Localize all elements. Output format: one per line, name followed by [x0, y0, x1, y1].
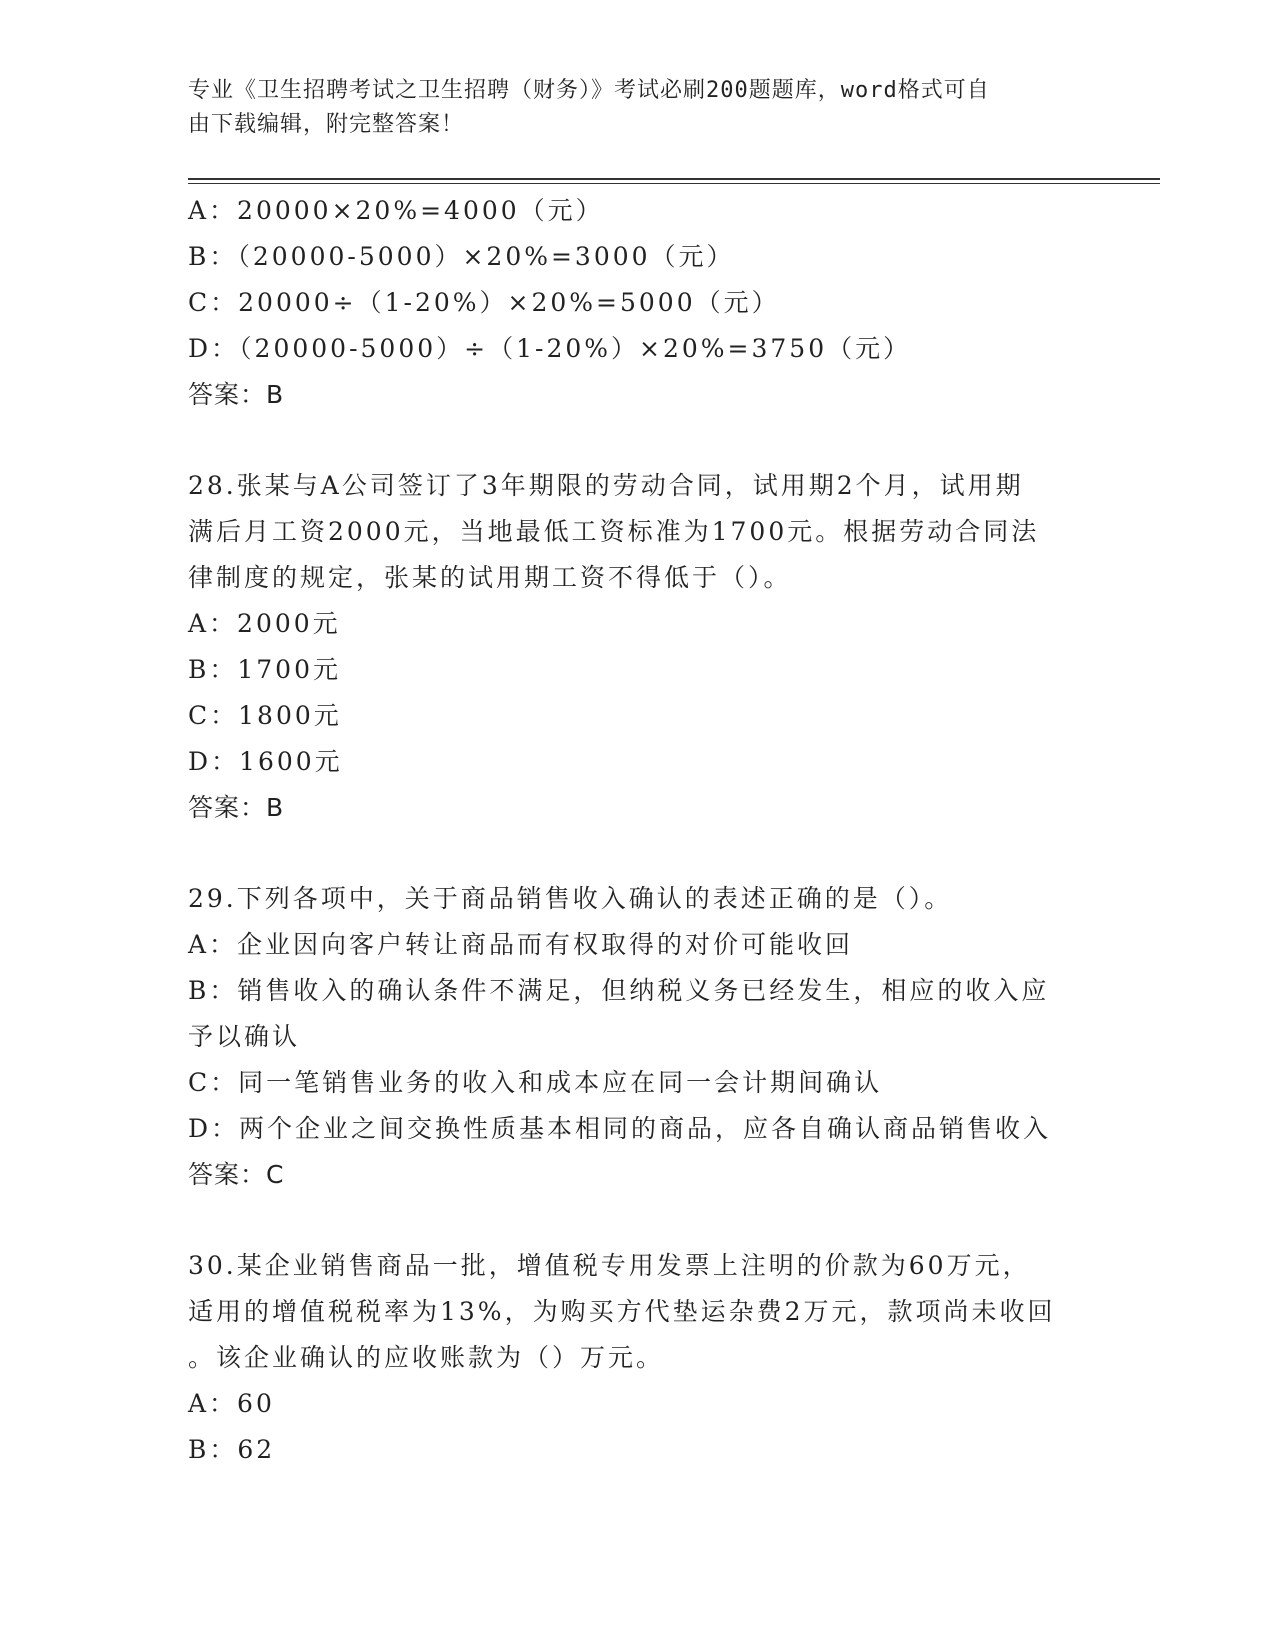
- question-text: 适用的增值税税率为13%，为购买方代垫运杂费2万元，款项尚未收回: [188, 1297, 1056, 1326]
- question-text: 律制度的规定，张某的试用期工资不得低于（）。: [188, 563, 792, 592]
- question-text: 满后月工资2000元，当地最低工资标准为1700元。根据劳动合同法: [188, 517, 1040, 546]
- question-28: [188, 463, 1088, 831]
- header-line: 专业《卫生招聘考试之卫生招聘（财务）》考试必刷200题题库，word格式可自: [188, 78, 990, 103]
- answer-line: 答案：C: [188, 1160, 285, 1189]
- question-30: [188, 1243, 1088, 1473]
- option-b-continued: 予以确认: [188, 1022, 301, 1051]
- question-text: 29.下列各项中，关于商品销售收入确认的表述正确的是（）。: [188, 884, 953, 913]
- header-divider: [188, 178, 1160, 180]
- option-a: A：20000×20%=4000（元）: [188, 196, 604, 225]
- header-line: 由下载编辑，附完整答案！: [188, 112, 465, 137]
- option-a: A：企业因向客户转让商品而有权取得的对价可能收回: [188, 930, 854, 959]
- header-divider-thin: [188, 183, 1160, 184]
- question-text: 。该企业确认的应收账款为（）万元。: [188, 1343, 665, 1372]
- option-c: C：1800元: [188, 701, 342, 730]
- option-a: A：2000元: [188, 609, 341, 638]
- question-27-tail: [188, 188, 1088, 418]
- option-d: D：1600元: [188, 747, 343, 776]
- question-29: [188, 876, 1088, 1198]
- question-text: 28.张某与A公司签订了3年期限的劳动合同，试用期2个月，试用期: [188, 471, 1024, 500]
- document-body: [188, 188, 1088, 1473]
- option-d: D：两个企业之间交换性质基本相同的商品，应各自确认商品销售收入: [188, 1114, 1052, 1143]
- option-b: B：销售收入的确认条件不满足，但纳税义务已经发生，相应的收入应: [188, 976, 1050, 1005]
- question-text: 30.某企业销售商品一批，增值税专用发票上注明的价款为60万元，: [188, 1251, 1031, 1280]
- option-c: C：同一笔销售业务的收入和成本应在同一会计期间确认: [188, 1068, 883, 1097]
- option-a: A：60: [188, 1389, 275, 1418]
- option-b: B：（20000-5000）×20%=3000（元）: [188, 242, 735, 271]
- option-b: B：62: [188, 1435, 276, 1464]
- answer-line: 答案：B: [188, 793, 285, 822]
- answer-line: 答案：B: [188, 380, 285, 409]
- document-header: [188, 74, 1068, 142]
- option-b: B：1700元: [188, 655, 341, 684]
- option-d: D：（20000-5000）÷（1-20%）×20%=3750（元）: [188, 334, 912, 363]
- option-c: C：20000÷（1-20%）×20%=5000（元）: [188, 288, 780, 317]
